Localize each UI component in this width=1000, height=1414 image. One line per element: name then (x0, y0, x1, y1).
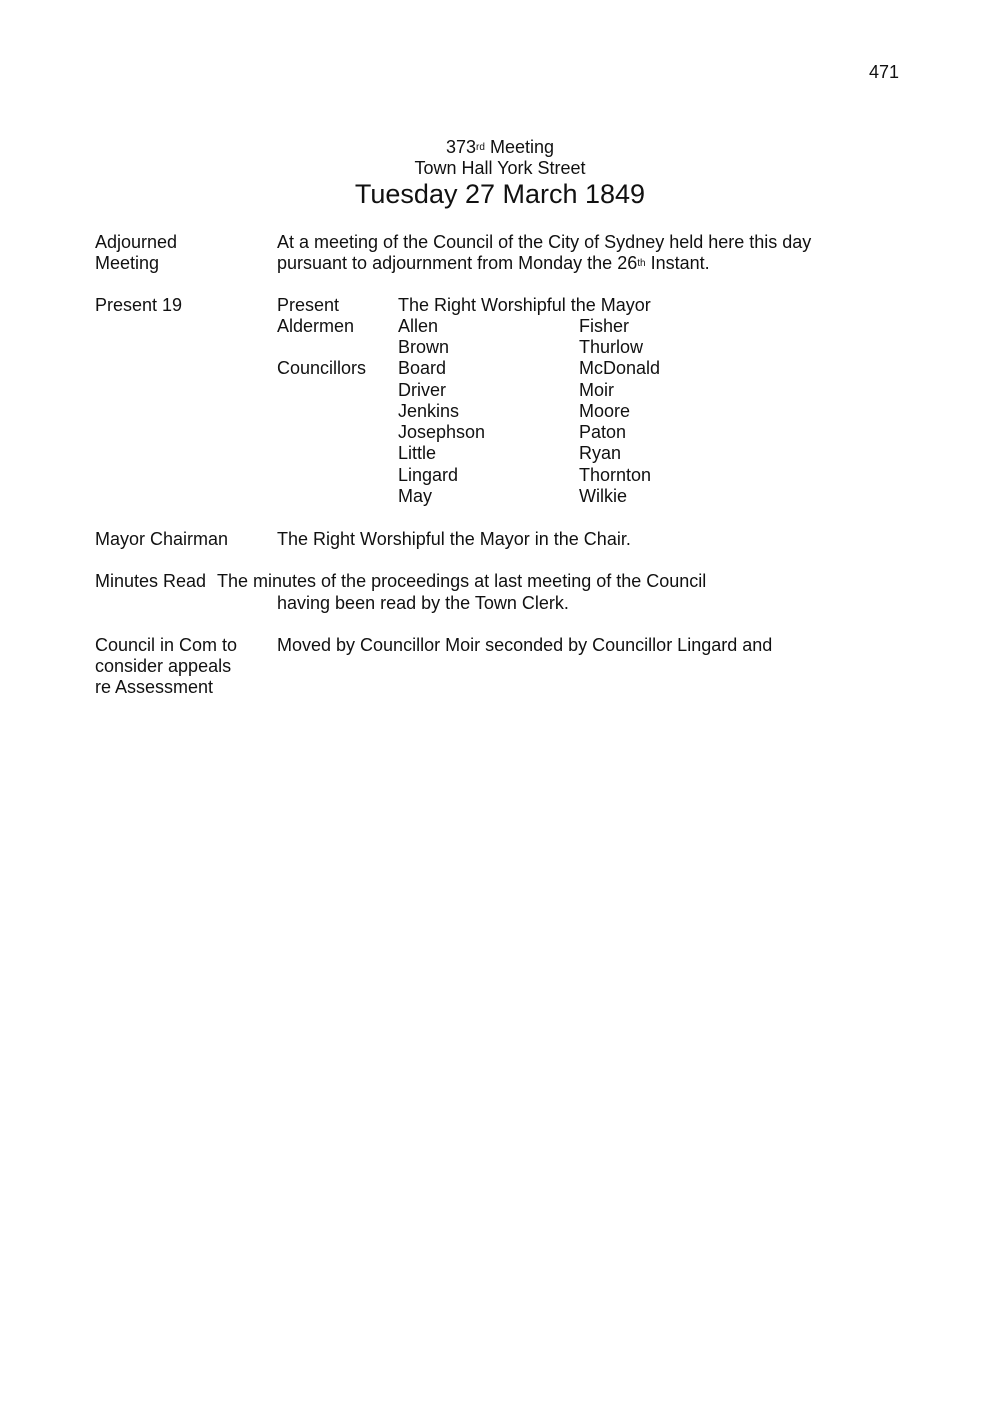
margin-committee-3: re Assessment (95, 677, 214, 697)
alderman-1b: Fisher (579, 316, 630, 336)
councillor-2b: Moir (579, 380, 614, 400)
margin-committee-2: consider appeals (95, 656, 232, 676)
minutes-text-2: having been read by the Town Clerk. (277, 593, 569, 613)
meeting-number (0, 137, 1000, 158)
margin-minutes: Minutes Read (95, 571, 207, 591)
councillor-3b: Moore (579, 401, 631, 421)
councillor-5a: Little (398, 443, 437, 463)
adjourned-text-2-post: Instant. (645, 253, 710, 273)
meeting-number-suffix: rd (476, 142, 485, 153)
councillor-4a: Josephson (398, 422, 486, 442)
councillor-4b: Paton (579, 422, 627, 442)
councillor-1a: Board (398, 358, 447, 378)
councillor-6b: Thornton (579, 465, 652, 485)
committee-text: Moved by Councillor Moir seconded by Councillor Lingard and (277, 635, 773, 655)
margin-adjourned-1: Adjourned (95, 232, 178, 252)
meeting-location: Town Hall York Street (414, 158, 586, 178)
meeting-date: Tuesday 27 March 1849 (354, 179, 646, 209)
councillor-7b: Wilkie (579, 486, 627, 506)
chair-text: The Right Worshipful the Mayor in the Chair. (277, 529, 631, 549)
aldermen-label: Aldermen (277, 316, 355, 336)
margin-chair: Mayor Chairman (95, 529, 229, 549)
alderman-2b: Thurlow (579, 337, 644, 357)
margin-committee-1: Council in Com to (95, 635, 238, 655)
present-label: Present (277, 295, 340, 315)
adjourned-text-2 (277, 253, 710, 274)
margin-adjourned-2: Meeting (95, 253, 160, 273)
page-number: 471 (869, 62, 900, 82)
alderman-1a: Allen (398, 316, 439, 336)
councillor-6a: Lingard (398, 465, 459, 485)
councillor-1b: McDonald (579, 358, 661, 378)
alderman-2a: Brown (398, 337, 450, 357)
adjourned-text-1: At a meeting of the Council of the City of Sydney held here this day (277, 232, 812, 252)
councillors-label: Councillors (277, 358, 367, 378)
adjourned-text-2-pre: pursuant to adjournment from Monday the 26 (277, 253, 638, 273)
councillor-5b: Ryan (579, 443, 622, 463)
minutes-text-1: The minutes of the proceedings at last meeting of the Council (217, 571, 707, 591)
meeting-word: Meeting (484, 137, 554, 157)
councillor-7a: May (398, 486, 433, 506)
meeting-number-value: 373 (446, 137, 477, 157)
adjourned-text-2-sup: th (637, 258, 646, 269)
mayor-present: The Right Worshipful the Mayor (398, 295, 651, 315)
margin-present: Present 19 (95, 295, 183, 315)
councillor-3a: Jenkins (398, 401, 460, 421)
councillor-2a: Driver (398, 380, 446, 400)
